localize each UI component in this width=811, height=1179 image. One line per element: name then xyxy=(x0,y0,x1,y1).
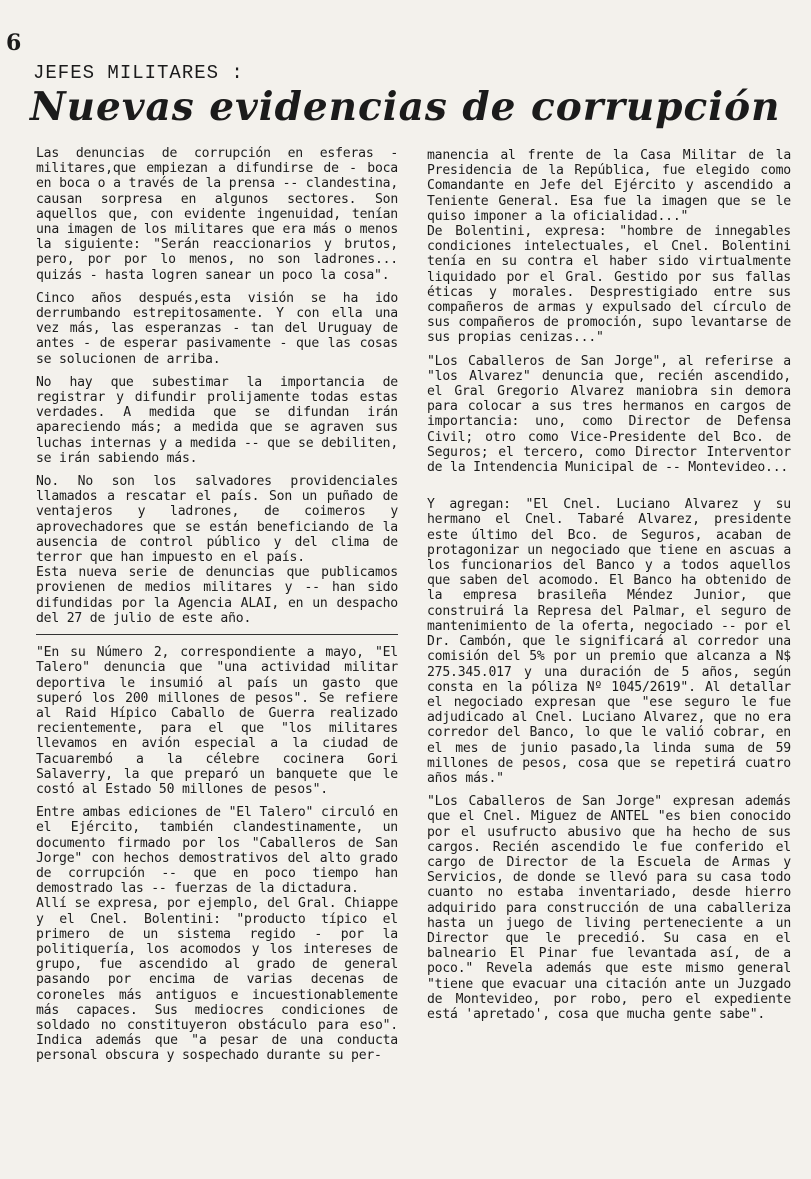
section-kicker: JEFES MILITARES : xyxy=(33,62,244,84)
paragraph: "Los Caballeros de San Jorge" expresan además que el Cnel. Miguez de ANTEL "es bien conocido por el usufructo abusivo que ha hecho de sus cargos. Recién ascendido le fue conferido el cargo de Director de la Escuela de Armas y Servicios, de donde se llevó para su casa todo cuanto no estaba inventariado, desde hierro adquirido para construcción de una caballeriza hasta un juego de living perteneciente a un Director que le precedió. Su casa en el balneario El Pinar fue levantada así, de a poco." Revela además que este mismo general "tiene que evacuar una citación ante un Juzgado de Montevideo, por robo, pero el expediente está 'apretado', cosa que mucha gente sabe". xyxy=(427,794,791,1022)
paragraph: No. No son los salvadores providenciales llamados a rescatar el país. Son un puñado de ventajeros y ladrones, de coimeros y aprovechadores que se están beneficiando de la ausencia de control público y del clima de terror que han impuesto en el país. xyxy=(36,474,398,566)
article-headline: Nuevas evidencias de corrupción xyxy=(30,84,781,130)
paragraph: No hay que subestimar la importancia de registrar y difundir prolijamente todas estas verdades. A medida que se difundan irán apareciendo más; a medida que se agraven sus luchas internas y a medida -- que se debiliten, se irán sabiendo más. xyxy=(36,374,398,466)
left-column xyxy=(36,146,398,1064)
paragraph: "Los Caballeros de San Jorge", al referirse a "los Alvarez" denuncia que, recién ascendido, el Gral Gregorio Alvarez maniobra sin demora para colocar a sus tres hermanos en cargos de importancia: uno, como Director de Defensa Civil; otro como Vice-Presidente del Bco. de Seguros; el tercero, como Director Interventor de la Intendencia Municipal de -- Montevideo... xyxy=(427,353,791,476)
paragraph: De Bolentini, expresa: "hombre de innegables condiciones intelectuales, el Cnel. Bolentini tenía en su contra el haber sido virtualmente liquidado por el Gral. Gestido por sus fallas éticas y morales. Desprestigiado entre sus compañeros de armas y expulsado del círculo de sus compañeros de promoción, supo levantarse de sus propias cenizas..." xyxy=(427,224,791,346)
paragraph: "En su Número 2, correspondiente a mayo, "El Talero" denuncia que "una actividad militar deportiva le insumió al país un gasto que superó los 200 millones de pesos". Se refiere al Raid Hípico Caballo de Guerra realizado recientemente, para el que "los militares llevamos en avión especial a la ciudad de Tacuarembó a la célebre cocinera Gori Salaverry, la que preparó un banquete que le costó al Estado 50 millones de pesos". xyxy=(36,645,398,797)
right-column xyxy=(427,148,791,1022)
divider xyxy=(36,634,398,635)
page-number: 6 xyxy=(6,30,22,56)
paragraph: Entre ambas ediciones de "El Talero" circuló en el Ejército, también clandestinamente, un documento firmado por los "Caballeros de San Jorge" con hechos demostrativos del alto grado de corrupción -- que en poco tiempo han demostrado las -- fuerzas de la dictadura. xyxy=(36,805,398,897)
paragraph: Esta nueva serie de denuncias que publicamos provienen de medios militares y -- han sido difundidas por la Agencia ALAI, en un despacho del 27 de julio de este año. xyxy=(36,565,398,626)
paragraph: manencia al frente de la Casa Militar de la Presidencia de la República, fue elegido como Comandante en Jefe del Ejército y ascendido a Teniente General. Esa fue la imagen que se le quiso imponer a la oficialidad..." xyxy=(427,148,791,224)
paragraph: Y agregan: "El Cnel. Luciano Alvarez y su hermano el Cnel. Tabaré Alvarez, presidente este último del Bco. de Seguros, acaban de protagonizar un negociado que tiene en ascuas a los funcionarios del Banco y a todos aquellos que saben del acomodo. El Banco ha obtenido de la empresa brasileña Méndez Junior, que construirá la Represa del Palmar, el seguro de mantenimiento de la oferta, negociado -- por el Dr. Cambón, que le significará al corredor una comisión del 5% por un premio que alcanza a N$ 275.345.017 y una duración de 5 años, según consta en la póliza Nº 1045/2619". Al detallar el negociado expresan que "ese seguro le fue adjudicado al Cnel. Luciano Alvarez, que no era corredor del Banco, lo que le valió cobrar, en el mes de junio pasado,la linda suma de 59 millones de pesos, cosa que se repetirá cuatro años más." xyxy=(427,497,791,786)
paragraph: Cinco años después,esta visión se ha ido derrumbando estrepitosamente. Y con ella una vez más, las esperanzas - tan del Uruguay de antes - de esperar pasivamente - que las cosas se solucionen de arriba. xyxy=(36,290,398,367)
paragraph: Las denuncias de corrupción en esferas - militares,que empiezan a difundirse de - boca en boca o a través de la prensa -- clandestina, causan sorpresa en algunos sectores. Son aquellos que, con evidente ingenuidad, tenían una imagen de los militares que era más o menos la siguiente: "Serán reaccionarios y brutos, pero, por por lo menos, no son ladrones... quizás - hasta logren sanear un poco la cosa". xyxy=(36,146,398,283)
paragraph: Allí se expresa, por ejemplo, del Gral. Chiappe y el Cnel. Bolentini: "producto típico el primero de un sistema regido - por la politiquería, los acomodos y los intereses de grupo, fue ascendido al grado de general pasando por encima de varias decenas de coroneles más antiguos e incuestionablemente más capaces. Sus mediocres condiciones de soldado no constituyeron obstáculo para eso". Indica además que "a pesar de una conducta personal obscura y sospechado durante su per- xyxy=(36,896,398,1064)
